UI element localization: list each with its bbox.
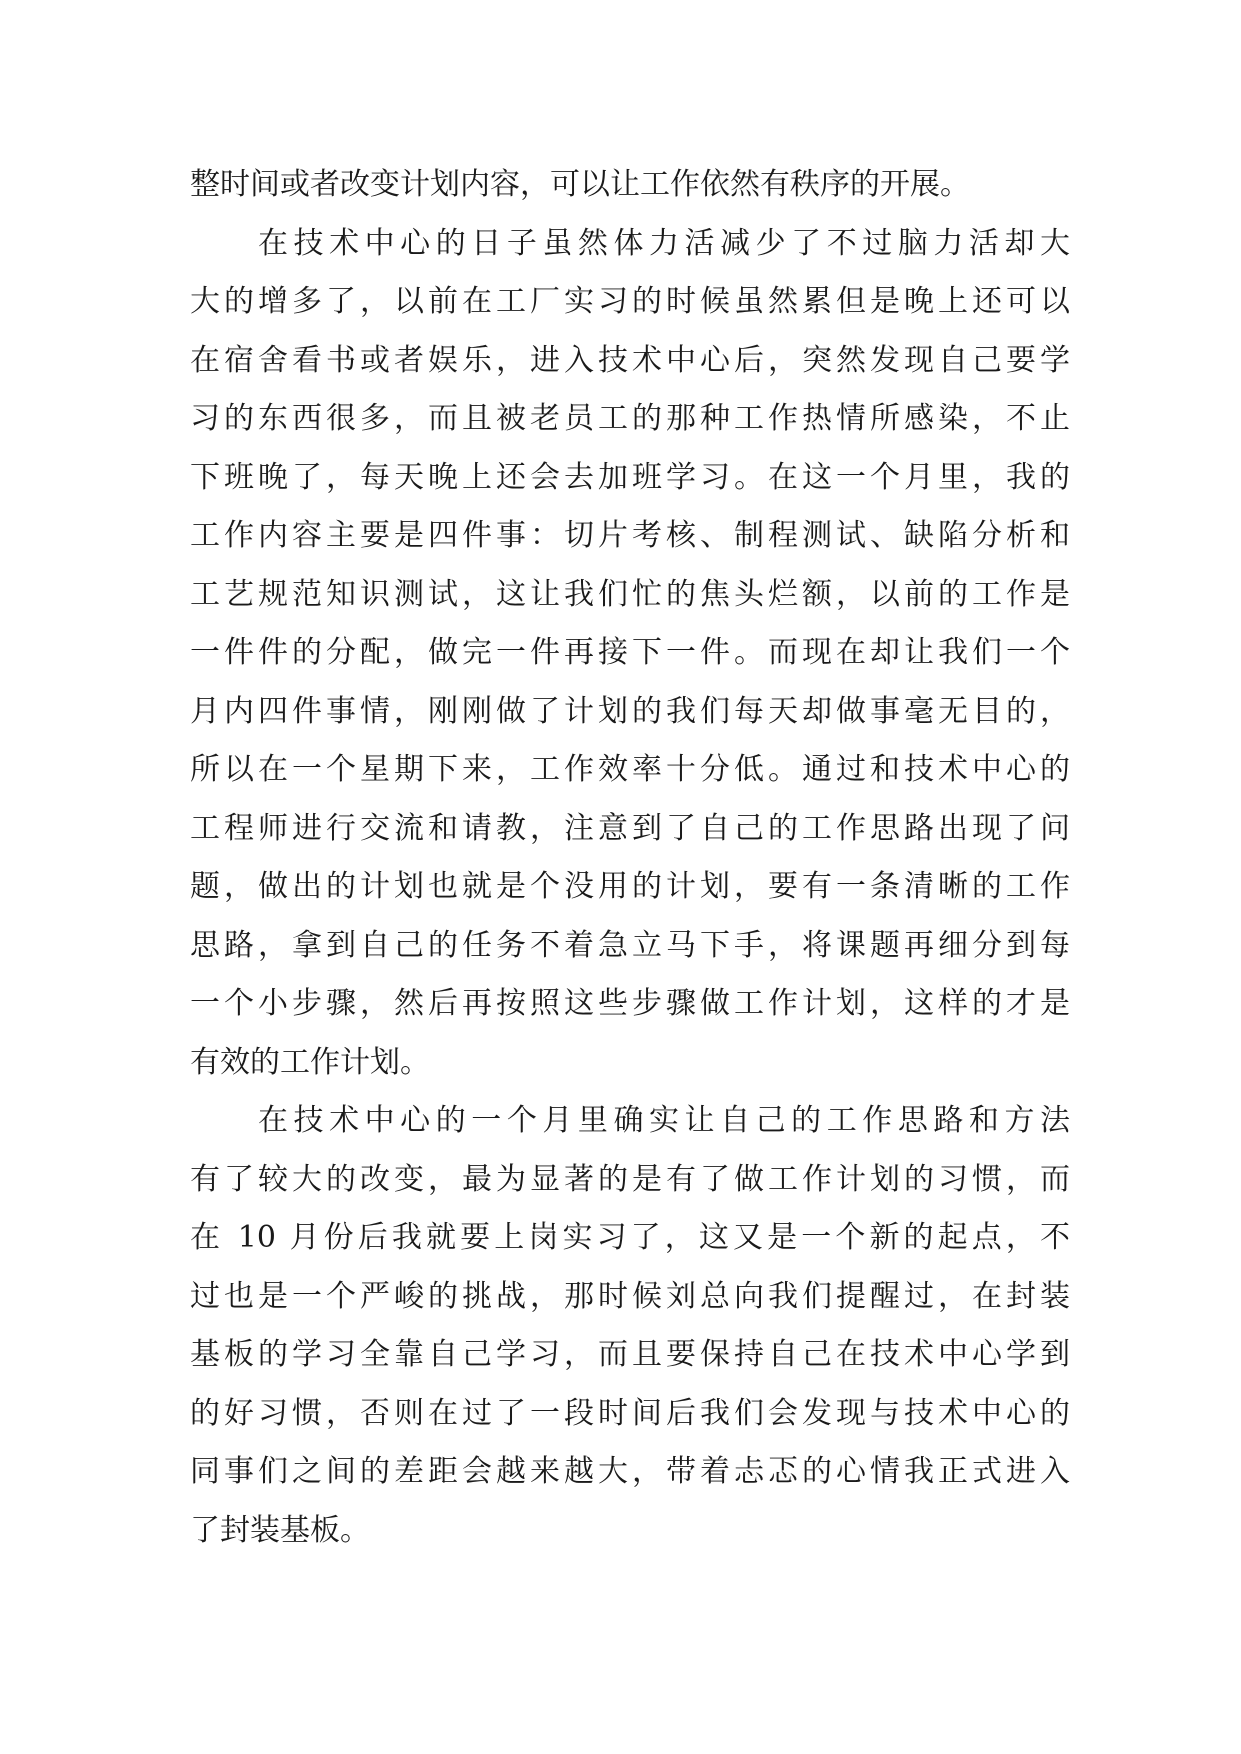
paragraph-line: 大的增多了，以前在工厂实习的时候虽然累但是晚上还可以 [190,284,1070,319]
paragraph-line: 的好习惯，否则在过了一段时间后我们会发现与技术中心的 [190,1395,1070,1431]
paragraph-line: 题，做出的计划也就是个没用的计划，要有一条清晰的工作 [190,869,1070,904]
paragraph-line: 工作内容主要是四件事：切片考核、制程测试、缺陷分析和 [190,518,1070,553]
paragraph-line: 基板的学习全靠自己学习，而且要保持自己在技术中心学到 [190,1337,1070,1372]
paragraph-line: 一个小步骤，然后再按照这些步骤做工作计划，这样的才是 [190,986,1070,1021]
paragraph-line: 下班晚了，每天晚上还会去加班学习。在这一个月里，我的 [190,459,1070,495]
paragraph-line: 整时间或者改变计划内容，可以让工作依然有秩序的开展。 [190,167,970,202]
paragraph-line: 有了较大的改变，最为显著的是有了做工作计划的习惯，而 [190,1161,1070,1197]
paragraph-line: 在 10 月份后我就要上岗实习了，这又是一个新的起点，不 [190,1220,1070,1255]
paragraph-line: 同事们之间的差距会越来越大，带着忐忑的心情我正式进入 [190,1454,1070,1489]
paragraph-line: 过也是一个严峻的挑战，那时候刘总向我们提醒过，在封装 [190,1278,1070,1314]
paragraph-line: 一件件的分配，做完一件再接下一件。而现在却让我们一个 [190,635,1070,670]
paragraph-line: 工程师进行交流和请教，注意到了自己的工作思路出现了问 [190,810,1070,846]
paragraph-line: 思路，拿到自己的任务不着急立马下手，将课题再细分到每 [190,927,1070,963]
paragraph-line: 习的东西很多，而且被老员工的那种工作热情所感染，不止 [190,401,1070,436]
paragraph-line: 了封装基板。 [190,1512,370,1548]
paragraph-line: 在技术中心的日子虽然体力活减少了不过脑力活却大 [258,225,1070,261]
paragraph-line: 月内四件事情，刚刚做了计划的我们每天却做事毫无目的， [190,693,1070,729]
paragraph-line: 工艺规范知识测试，这让我们忙的焦头烂额，以前的工作是 [190,576,1070,612]
paragraph-line: 所以在一个星期下来，工作效率十分低。通过和技术中心的 [190,752,1070,787]
paragraph-line: 有效的工作计划。 [190,1044,430,1080]
paragraph-line: 在技术中心的一个月里确实让自己的工作思路和方法 [258,1103,1070,1138]
body-text [190,156,1070,1560]
paragraph-line: 在宿舍看书或者娱乐，进入技术中心后，突然发现自己要学 [190,342,1070,378]
